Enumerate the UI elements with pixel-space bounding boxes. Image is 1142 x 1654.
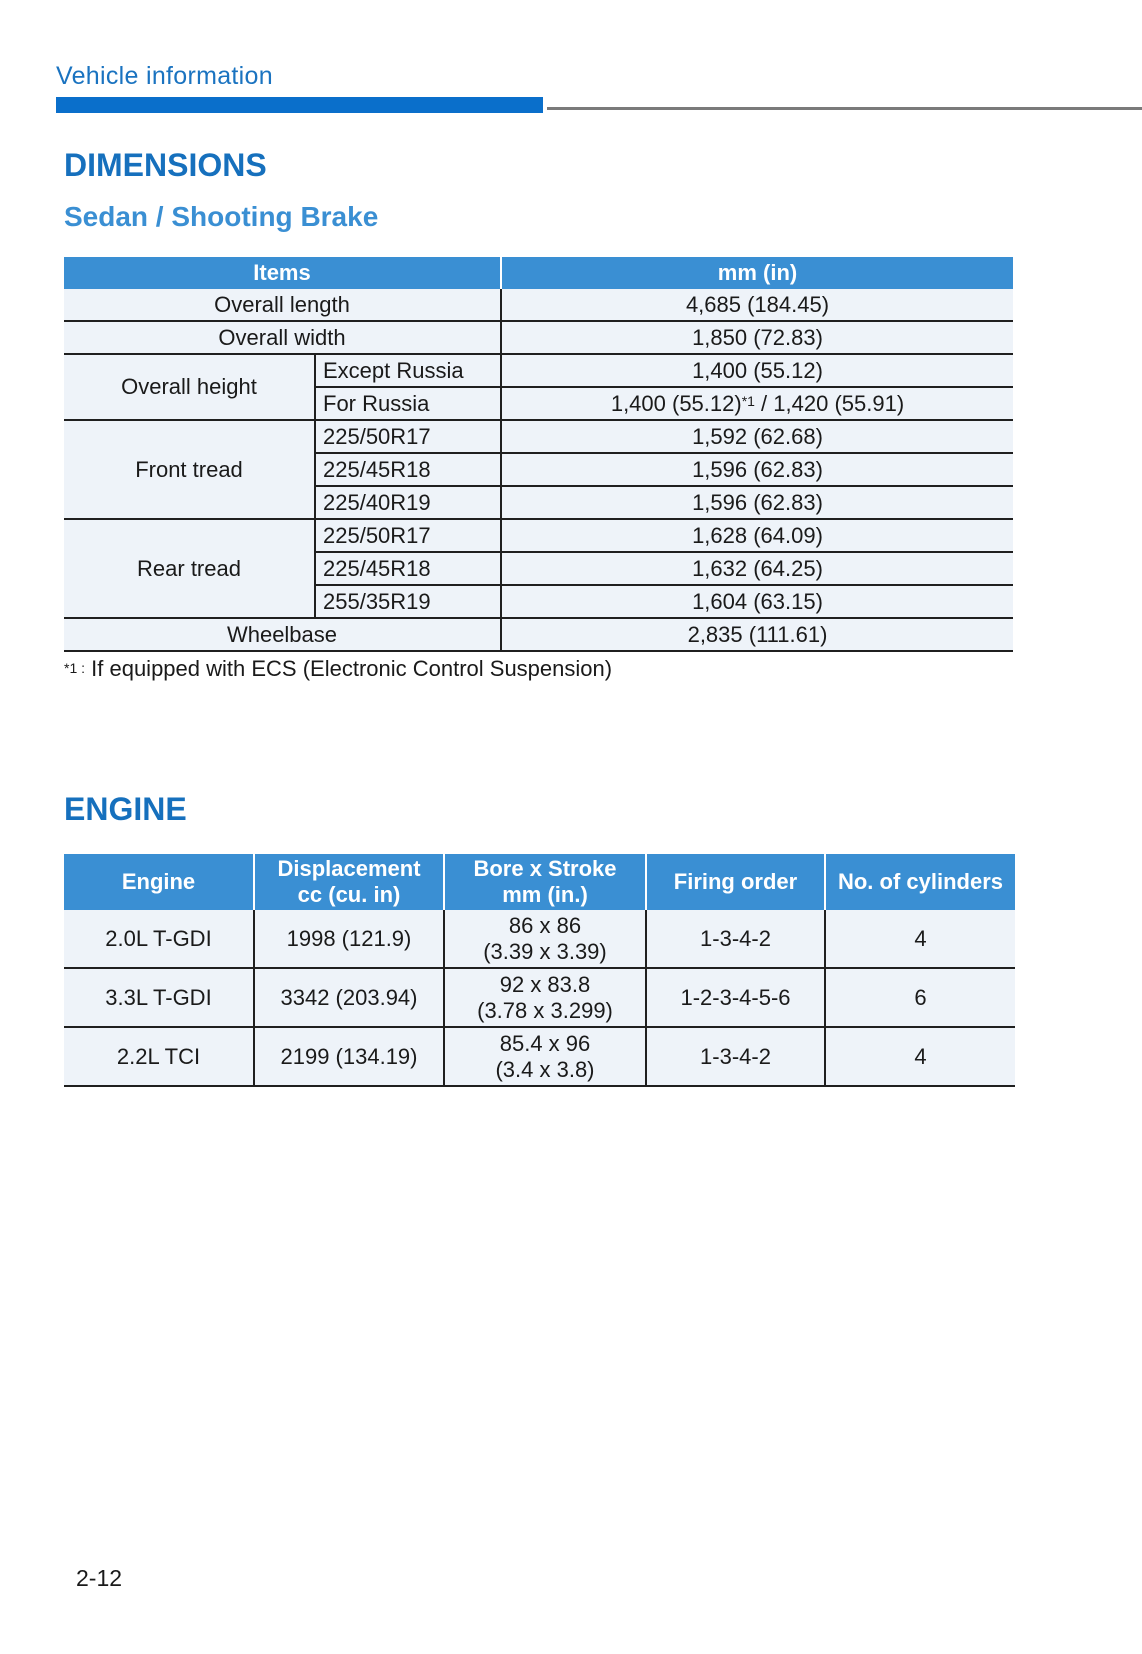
- row-label: Rear tread: [64, 519, 315, 618]
- header-line: mm (in.): [502, 882, 588, 907]
- footnote-mark: *1 :: [64, 660, 86, 676]
- row-label: Overall height: [64, 354, 315, 420]
- row-value: 1,604 (63.15): [501, 585, 1013, 618]
- col-header-bore-stroke: [444, 854, 646, 910]
- cell-displacement: 3342 (203.94): [254, 968, 444, 1027]
- cell-firing-order: 1-3-4-2: [646, 910, 825, 968]
- row-value: 1,850 (72.83): [501, 321, 1013, 354]
- table-row: [64, 1027, 1015, 1086]
- col-header-value: mm (in): [501, 257, 1013, 289]
- cell-firing-order: 1-2-3-4-5-6: [646, 968, 825, 1027]
- table-row: [64, 519, 1013, 552]
- cell-displacement: 2199 (134.19): [254, 1027, 444, 1086]
- row-value: [501, 387, 1013, 420]
- row-sub-label: For Russia: [315, 387, 501, 420]
- row-value: 1,400 (55.12): [501, 354, 1013, 387]
- cell-line: 86 x 86: [508, 912, 582, 938]
- table-row: [64, 354, 1013, 387]
- table-row: [64, 910, 1015, 968]
- row-sub-label: Except Russia: [315, 354, 501, 387]
- cell-cylinders: 4: [825, 1027, 1015, 1086]
- row-value: 2,835 (111.61): [501, 618, 1013, 651]
- cell-engine: 2.0L T-GDI: [64, 910, 254, 968]
- row-value: 1,628 (64.09): [501, 519, 1013, 552]
- dimensions-table: [64, 257, 1013, 652]
- col-header-firing-order: Firing order: [646, 854, 825, 910]
- row-value: 1,592 (62.68): [501, 420, 1013, 453]
- row-value: 4,685 (184.45): [501, 289, 1013, 321]
- cell-line: (3.39 x 3.39): [483, 938, 607, 964]
- cell-bore-stroke: [444, 1027, 646, 1086]
- row-sub-label: 225/50R17: [315, 519, 501, 552]
- cell-bore-stroke: [444, 968, 646, 1027]
- cell-displacement: 1998 (121.9): [254, 910, 444, 968]
- footnote-marker: *1: [741, 392, 755, 409]
- row-label: Overall width: [64, 321, 501, 354]
- row-value: 1,596 (62.83): [501, 453, 1013, 486]
- row-sub-label: 225/50R17: [315, 420, 501, 453]
- cell-engine: 3.3L T-GDI: [64, 968, 254, 1027]
- cell-engine: 2.2L TCI: [64, 1027, 254, 1086]
- cell-line: 85.4 x 96: [499, 1030, 591, 1056]
- col-header-displacement: [254, 854, 444, 910]
- row-sub-label: 225/40R19: [315, 486, 501, 519]
- table-row: [64, 618, 1013, 651]
- table-header-row: [64, 257, 1013, 289]
- cell-cylinders: 6: [825, 968, 1015, 1027]
- page-number: 2-12: [76, 1565, 123, 1591]
- header-line: Displacement: [277, 856, 421, 881]
- row-sub-label: 225/45R18: [315, 453, 501, 486]
- table-row: [64, 321, 1013, 354]
- dimensions-footnote: [64, 656, 612, 682]
- header-line: Bore x Stroke: [473, 856, 617, 881]
- value-part: / 1,420 (55.91): [754, 390, 905, 416]
- engine-title: ENGINE: [64, 791, 187, 827]
- engine-table: [64, 854, 1015, 1087]
- cell-line: (3.78 x 3.299): [477, 997, 613, 1023]
- dimensions-subtitle: Sedan / Shooting Brake: [64, 201, 379, 232]
- header-line: cc (cu. in): [297, 882, 401, 907]
- page-header-title: Vehicle information: [56, 62, 273, 90]
- cell-bore-stroke: [444, 910, 646, 968]
- row-value: 1,632 (64.25): [501, 552, 1013, 585]
- table-row: [64, 289, 1013, 321]
- value-part: 1,400 (55.12): [610, 390, 742, 416]
- col-header-cylinders: No. of cylinders: [825, 854, 1015, 910]
- col-header-items: Items: [64, 257, 501, 289]
- cell-line: (3.4 x 3.8): [495, 1056, 595, 1082]
- table-header-row: [64, 854, 1015, 910]
- col-header-engine: Engine: [64, 854, 254, 910]
- row-value: 1,596 (62.83): [501, 486, 1013, 519]
- row-sub-label: 225/45R18: [315, 552, 501, 585]
- table-row: [64, 968, 1015, 1027]
- table-row: [64, 420, 1013, 453]
- row-sub-label: 255/35R19: [315, 585, 501, 618]
- cell-firing-order: 1-3-4-2: [646, 1027, 825, 1086]
- cell-line: 92 x 83.8: [499, 971, 591, 997]
- footnote-text: If equipped with ECS (Electronic Control Suspension): [91, 656, 613, 681]
- row-label: Front tread: [64, 420, 315, 519]
- cell-cylinders: 4: [825, 910, 1015, 968]
- header-rule: [547, 107, 1142, 110]
- row-label: Wheelbase: [64, 618, 501, 651]
- header-accent-bar: [56, 97, 543, 113]
- row-label: Overall length: [64, 289, 501, 321]
- dimensions-title: DIMENSIONS: [64, 147, 267, 183]
